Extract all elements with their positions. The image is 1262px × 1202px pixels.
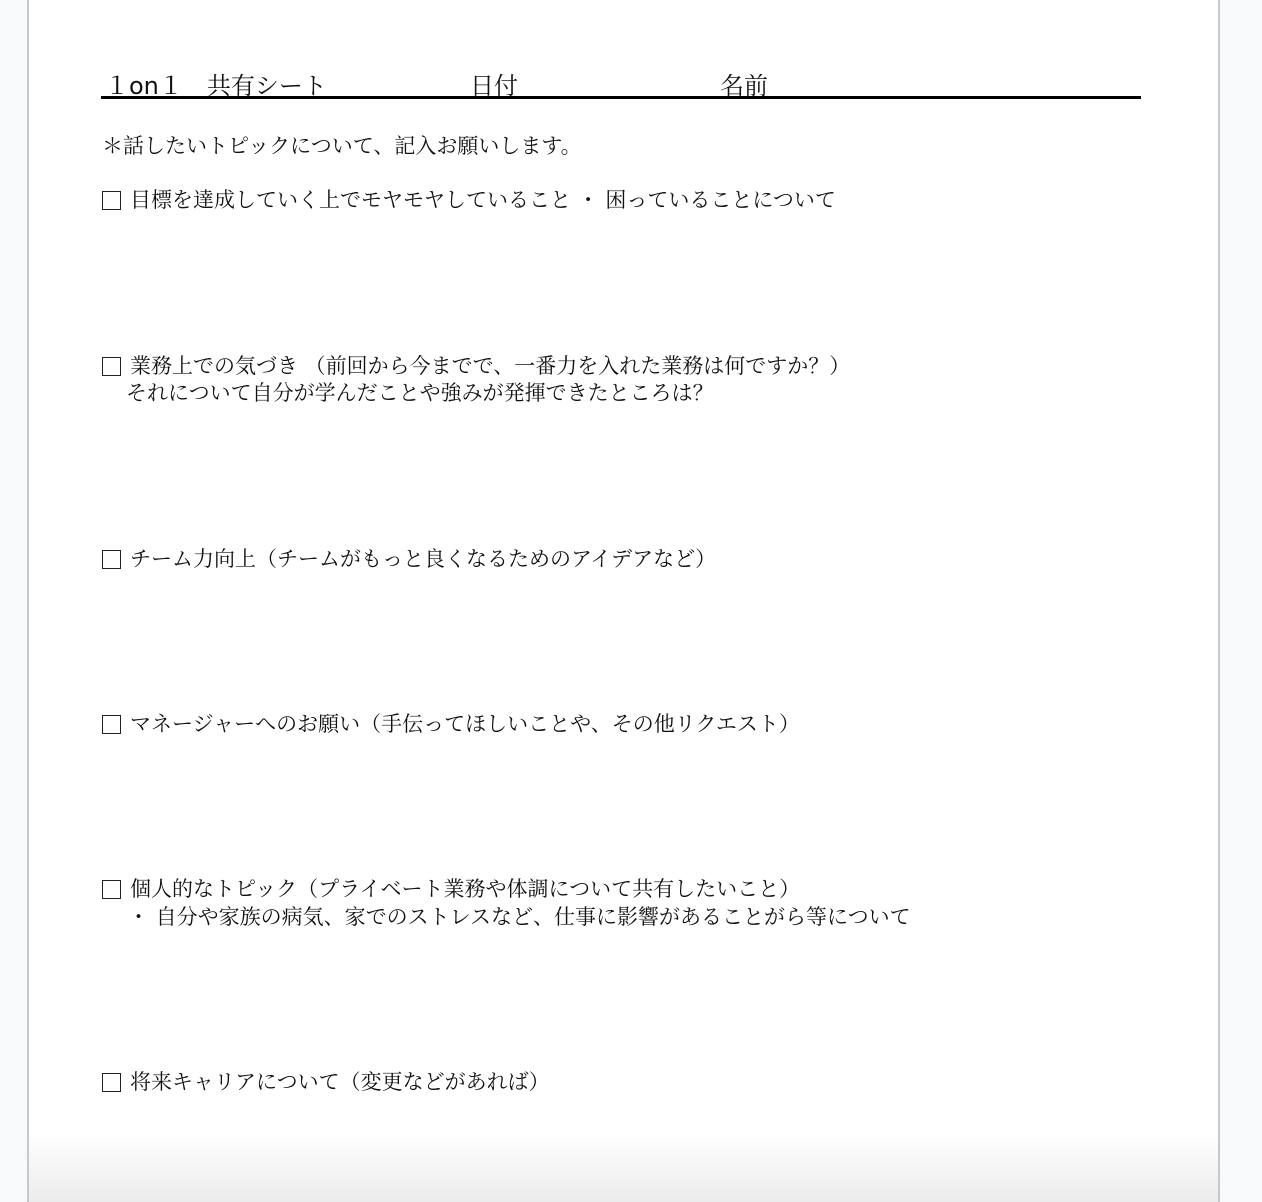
date-label: 日付 (470, 72, 518, 100)
checkbox[interactable] (102, 550, 121, 569)
instruction-note: ＊話したいトピックについて、記入お願いします。 (102, 134, 582, 158)
topic-item (102, 876, 800, 903)
sheet-header (101, 66, 1141, 99)
checkbox[interactable] (102, 880, 121, 899)
topic-item (102, 1069, 550, 1096)
topic-label: マネージャーへのお願い（手伝ってほしいことや、その他リクエスト） (130, 712, 800, 736)
checkbox[interactable] (102, 715, 121, 734)
sheet-title: １on１ 共有シート (105, 72, 327, 100)
checkbox[interactable] (102, 357, 121, 376)
topic-subtext: それについて自分が学んだことや強みが発揮できたところは？ (126, 381, 714, 405)
topic-item (102, 187, 836, 214)
topic-item (102, 711, 800, 738)
topic-label: 将来キャリアについて（変更などがあれば） (130, 1070, 550, 1094)
topic-subtext: ・ 自分や家族の病気、家でのストレスなど、仕事に影響があることがら等について (128, 905, 911, 929)
topic-label: チーム力向上（チームがもっと良くなるためのアイデアなど） (130, 547, 717, 571)
document-page (27, 0, 1220, 1202)
topic-item (102, 353, 850, 380)
topic-label: 業務上での気づき （前回から今までで、一番力を入れた業務は何ですか？） (130, 354, 851, 378)
topic-label: 目標を達成していく上でモヤモヤしていること ・ 困っていることについて (130, 188, 836, 212)
name-label: 名前 (720, 72, 768, 100)
checkbox[interactable] (102, 191, 121, 210)
topic-item (102, 546, 716, 573)
checkbox[interactable] (102, 1073, 121, 1092)
page-bottom-shadow (29, 1132, 1218, 1202)
topic-label: 個人的なトピック（プライベート業務や体調について共有したいこと） (130, 877, 801, 901)
